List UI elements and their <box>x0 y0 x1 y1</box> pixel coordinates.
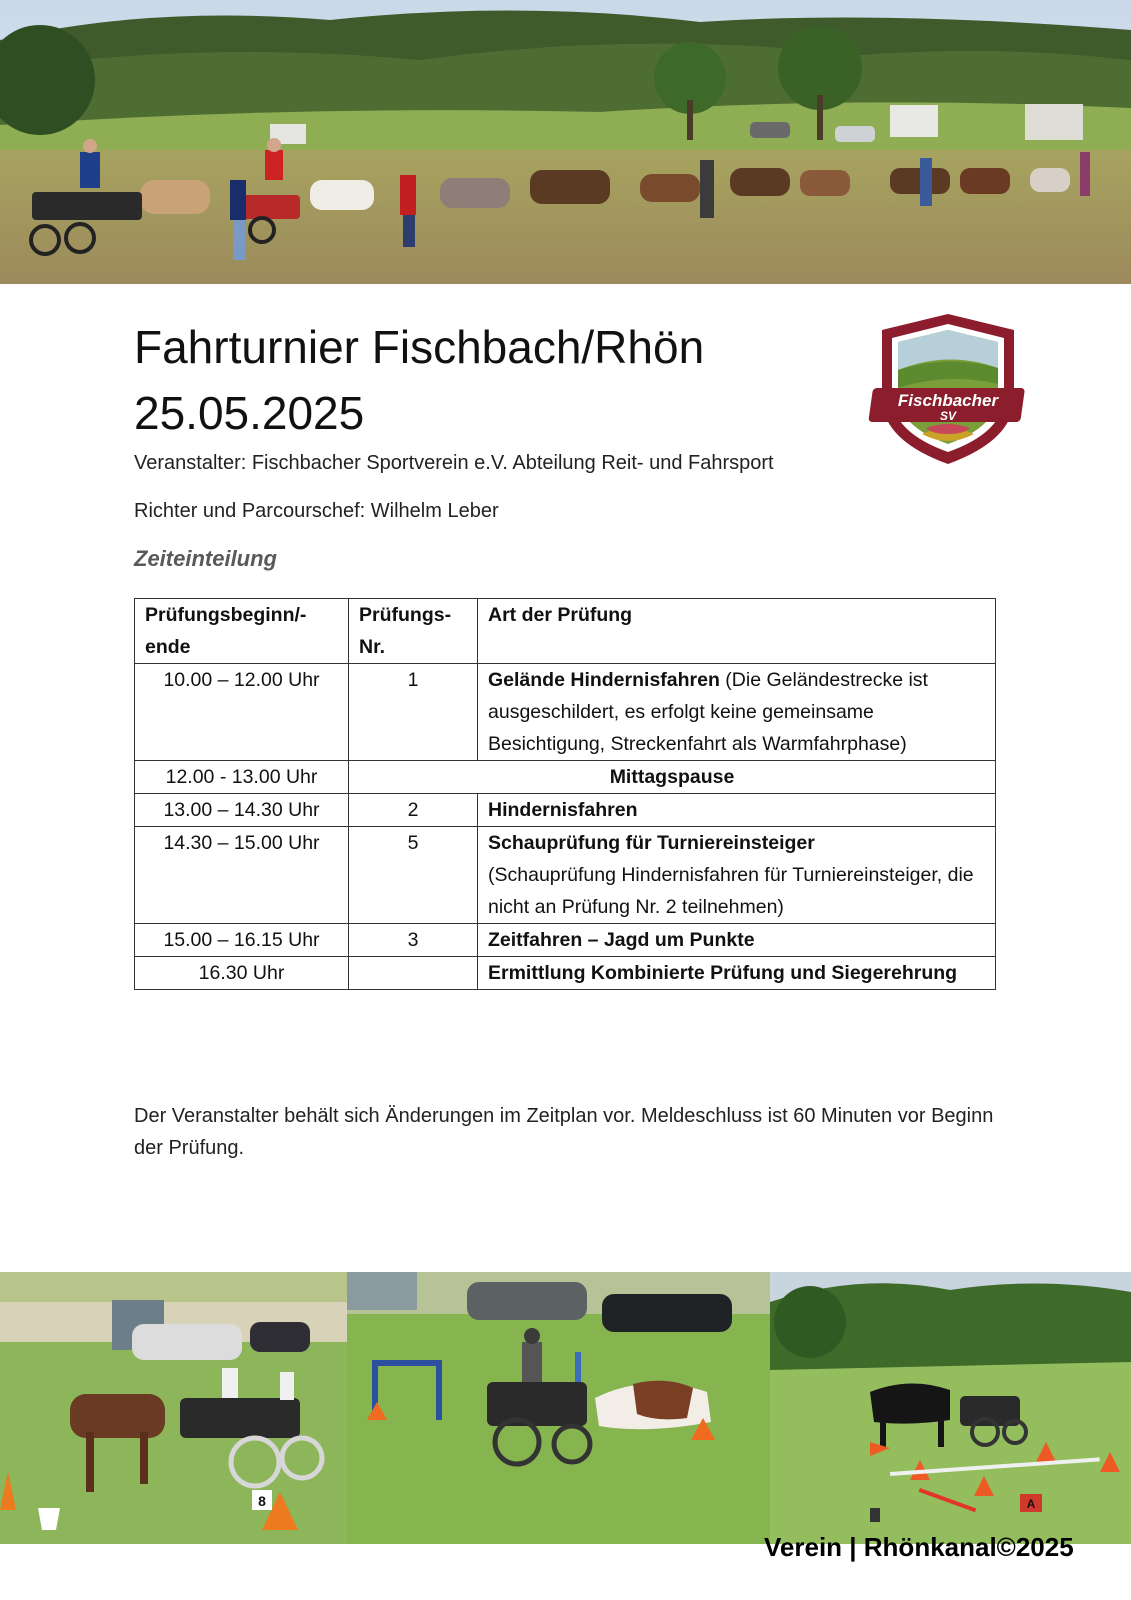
row-type-detail: (Die Geländestrecke ist ausgeschildert, es erfolgt keine gemeinsame Besichtigung, Streckenfahrt als Warmfahrphase) <box>488 669 928 755</box>
row-time: 12.00 - 13.00 Uhr <box>135 761 349 794</box>
row-time: 10.00 – 12.00 Uhr <box>135 664 349 761</box>
row-type <box>478 794 996 827</box>
row-number <box>349 957 478 990</box>
cone-marker-a: A <box>1026 1497 1036 1511</box>
schedule-note: Der Veranstalter behält sich Änderungen im Zeitplan vor. Meldeschluss ist 60 Minuten vor Beginn der Prüfung. <box>134 1105 994 1159</box>
table-header-row <box>135 599 996 664</box>
event-title <box>134 314 704 446</box>
row-type-title: Hindernisfahren <box>488 799 638 821</box>
row-number: 3 <box>349 924 478 957</box>
photo-black-horse-course <box>770 1272 1131 1544</box>
row-type-title: Zeitfahren – Jagd um Punkte <box>488 929 755 951</box>
row-number: 5 <box>349 827 478 924</box>
row-type-title: Schauprüfung für Turniereinsteiger <box>488 832 815 854</box>
row-time: 16.30 Uhr <box>135 957 349 990</box>
row-number: 2 <box>349 794 478 827</box>
table-row <box>135 794 996 827</box>
photo-pinto-carriage <box>347 1272 770 1544</box>
table-row <box>135 827 996 924</box>
event-date: 25.05.2025 <box>134 387 365 439</box>
row-time: 15.00 – 16.15 Uhr <box>135 924 349 957</box>
photo-strip <box>0 1272 1131 1544</box>
row-type <box>478 664 996 761</box>
row-time: 13.00 – 14.30 Uhr <box>135 794 349 827</box>
club-logo-text: Fischbacher <box>897 391 999 410</box>
row-type-detail: (Schauprüfung Hindernisfahren für Turniereinsteiger, die nicht an Prüfung Nr. 2 teilnehmen) <box>488 864 974 918</box>
row-type-title: Ermittlung Kombinierte Prüfung und Siegerehrung <box>488 962 958 984</box>
organizer-line: Veranstalter: Fischbacher Sportverein e.V. Abteilung Reit- und Fahrsport <box>134 452 774 474</box>
header-start-end: Prüfungsbeginn/- ende <box>135 599 349 664</box>
table-row <box>135 957 996 990</box>
row-type <box>478 924 996 957</box>
row-lunch-break: Mittagspause <box>349 761 996 794</box>
photo-credit: Verein | Rhönkanal©2025 <box>764 1532 1074 1562</box>
header-number: Prüfungs- Nr. <box>349 599 478 664</box>
club-logo-abbrev: SV <box>939 409 957 423</box>
judge-line: Richter und Parcourschef: Wilhelm Leber <box>134 500 499 522</box>
photo-carriage-with-cone <box>0 1272 347 1544</box>
section-heading-schedule: Zeiteinteilung <box>134 546 277 571</box>
row-number: 1 <box>349 664 478 761</box>
row-type-title: Gelände Hindernisfahren <box>488 669 720 691</box>
table-row <box>135 664 996 761</box>
table-row <box>135 924 996 957</box>
schedule-table <box>134 598 996 990</box>
cone-marker-8: 8 <box>258 1493 266 1509</box>
event-title-name: Fahrturnier Fischbach/Rhön <box>134 321 705 373</box>
table-row-break <box>135 761 996 794</box>
hero-photo-carriage-lineup <box>0 0 1131 284</box>
row-time: 14.30 – 15.00 Uhr <box>135 827 349 924</box>
row-type <box>478 827 996 924</box>
club-logo-shield <box>868 310 1028 470</box>
header-type: Art der Prüfung <box>478 599 996 664</box>
row-type <box>478 957 996 990</box>
